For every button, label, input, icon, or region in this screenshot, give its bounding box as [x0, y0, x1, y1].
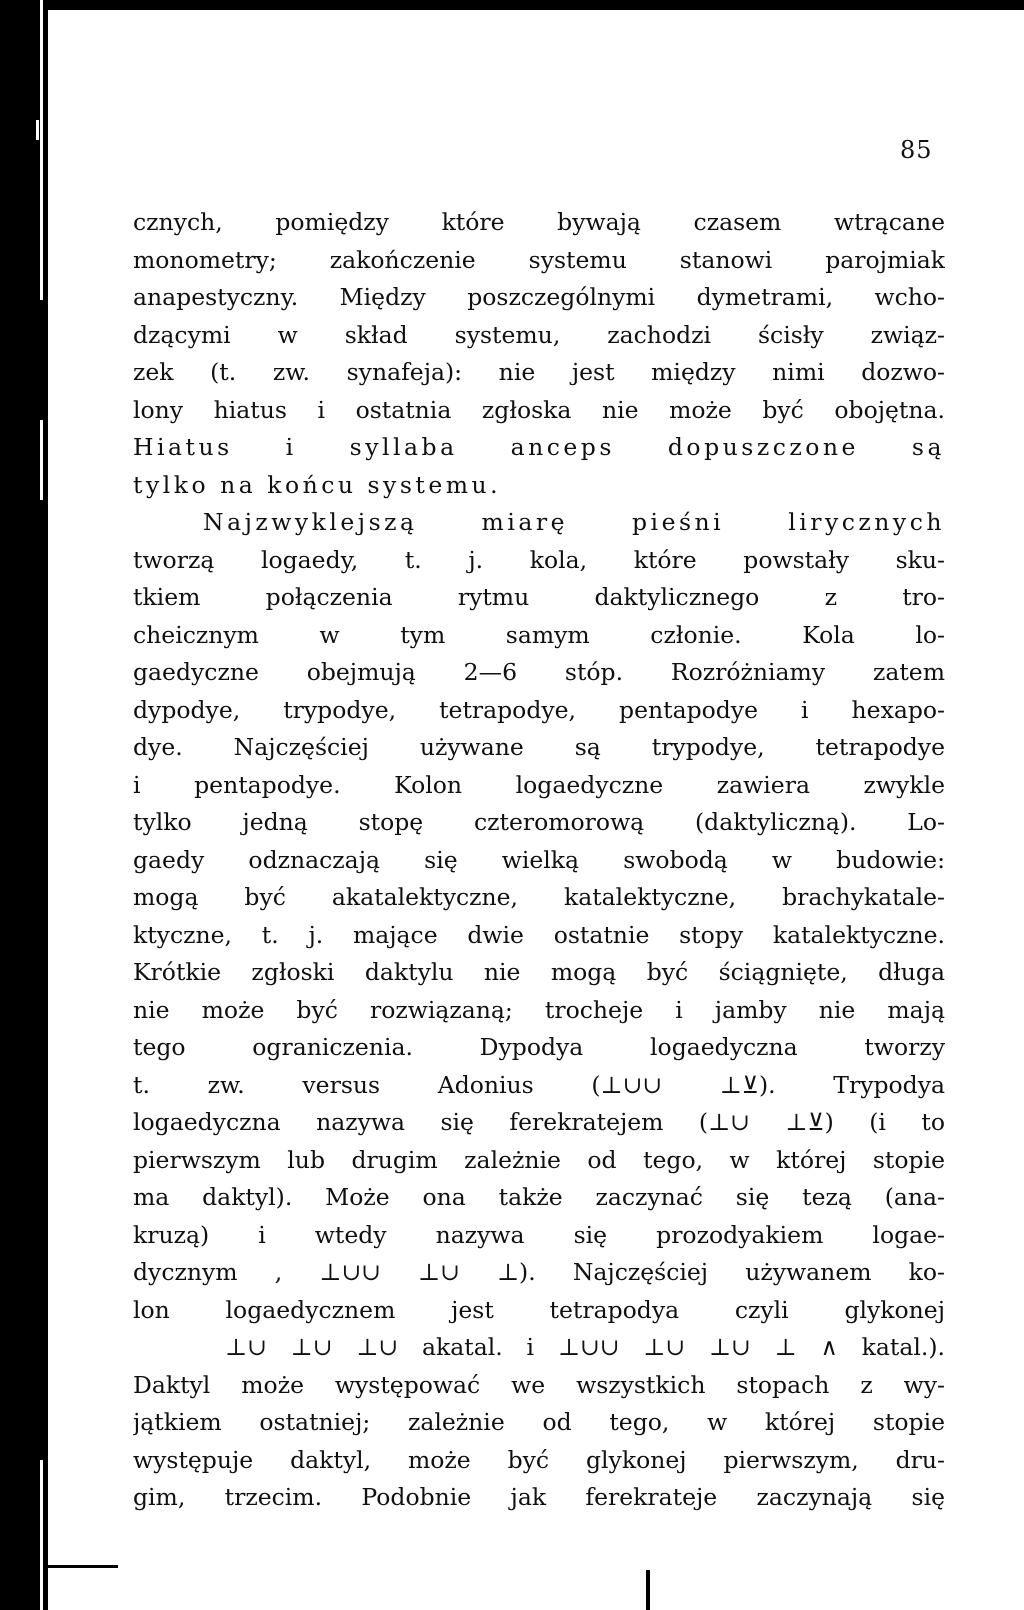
text-line: anapestyczny. Między poszczególnymi dymetrami, wcho- [133, 283, 945, 311]
text-line: cznych, pomiędzy które bywają czasem wtrącane [133, 208, 945, 236]
text-line: logaedyczna nazywa się ferekratejem (⊥∪ ⊥⊻) (i to [133, 1108, 945, 1136]
text-line: i pentapodye. Kolon logaedyczne zawiera zwykle [133, 770, 945, 799]
scan-edge-line [40, 0, 43, 300]
text-line: monometry; zakończenie systemu stanowi parojmiak [133, 245, 945, 274]
page-text [133, 204, 945, 1517]
text-line: Krótkie zgłoski daktylu nie mogą być ściągnięte, długa [133, 958, 945, 986]
scan-edge-line [36, 120, 39, 140]
text-line: dye. Najczęściej używane są trypodye, tetrapodye [133, 733, 945, 761]
text-line: Hiatus i syllaba anceps dopuszczone są [133, 433, 945, 461]
text-line: dycznym , ⊥∪∪ ⊥∪ ⊥). Najczęściej używanem ko- [133, 1258, 945, 1286]
text-line: tworzą logaedy, t. j. kola, które powstały sku- [133, 545, 945, 574]
text-line: tego ograniczenia. Dypodya logaedyczna tworzy [133, 1033, 945, 1061]
text-line: zek (t. zw. synafeja): nie jest między nimi dozwo- [133, 358, 945, 386]
text-line: tkiem połączenia rytmu daktylicznego z tro- [133, 583, 945, 611]
scan-artifact-rule [48, 1565, 118, 1568]
page-number: 85 [900, 136, 933, 164]
scan-edge-line [40, 420, 43, 500]
text-line: Najzwyklejszą miarę pieśni lirycznych [203, 508, 945, 536]
scan-edge-line [40, 1460, 43, 1610]
text-line: t. zw. versus Adonius (⊥∪∪ ⊥⊻). Trypodya [133, 1070, 945, 1099]
text-line: tylko jedną stopę czteromorową (daktyliczną). Lo- [133, 808, 945, 836]
text-line: lony hiatus i ostatnia zgłoska nie może być obojętna. [133, 395, 945, 424]
text-line: występuje daktyl, może być glykonej pierwszym, dru- [133, 1445, 945, 1474]
scan-artifact-bar [646, 1570, 650, 1610]
text-line: gim, trzecim. Podobnie jak ferekrateje zaczynają się [133, 1483, 945, 1511]
text-line: Daktyl może występować we wszystkich stopach z wy- [133, 1370, 945, 1399]
text-line: lon logaedycznem jest tetrapodya czyli glykonej [133, 1295, 945, 1324]
text-line: ktyczne, t. j. mające dwie ostatnie stopy katalektyczne. [133, 920, 945, 949]
text-line: ⊥∪ ⊥∪ ⊥∪ akatal. i ⊥∪∪ ⊥∪ ⊥∪ ⊥ ∧ katal.). [225, 1333, 945, 1361]
text-line: dzącymi w skład systemu, zachodzi ścisły związ- [133, 320, 945, 349]
text-line: mogą być akatalektyczne, katalektyczne, brachykatale- [133, 883, 945, 911]
text-line: gaedy odznaczają się wielką swobodą w budowie: [133, 845, 945, 874]
text-line: ma daktyl). Może ona także zaczynać się tezą (ana- [133, 1183, 945, 1211]
text-line: kruzą) i wtedy nazywa się prozodyakiem logae- [133, 1220, 945, 1249]
text-line: jątkiem ostatniej; zależnie od tego, w której stopie [133, 1408, 945, 1436]
text-line: tylko na końcu systemu. [133, 470, 502, 499]
text-line: cheicznym w tym samym członie. Kola lo- [133, 620, 945, 649]
text-line: gaedyczne obejmują 2—6 stóp. Rozróżniamy zatem [133, 658, 945, 686]
book-page [48, 10, 1024, 1610]
text-line: dypodye, trypodye, tetrapodye, pentapodye i hexapo- [133, 695, 945, 724]
text-line: pierwszym lub drugim zależnie od tego, w której stopie [133, 1145, 945, 1174]
text-line: nie może być rozwiązaną; trocheje i jamby nie mają [133, 995, 945, 1024]
